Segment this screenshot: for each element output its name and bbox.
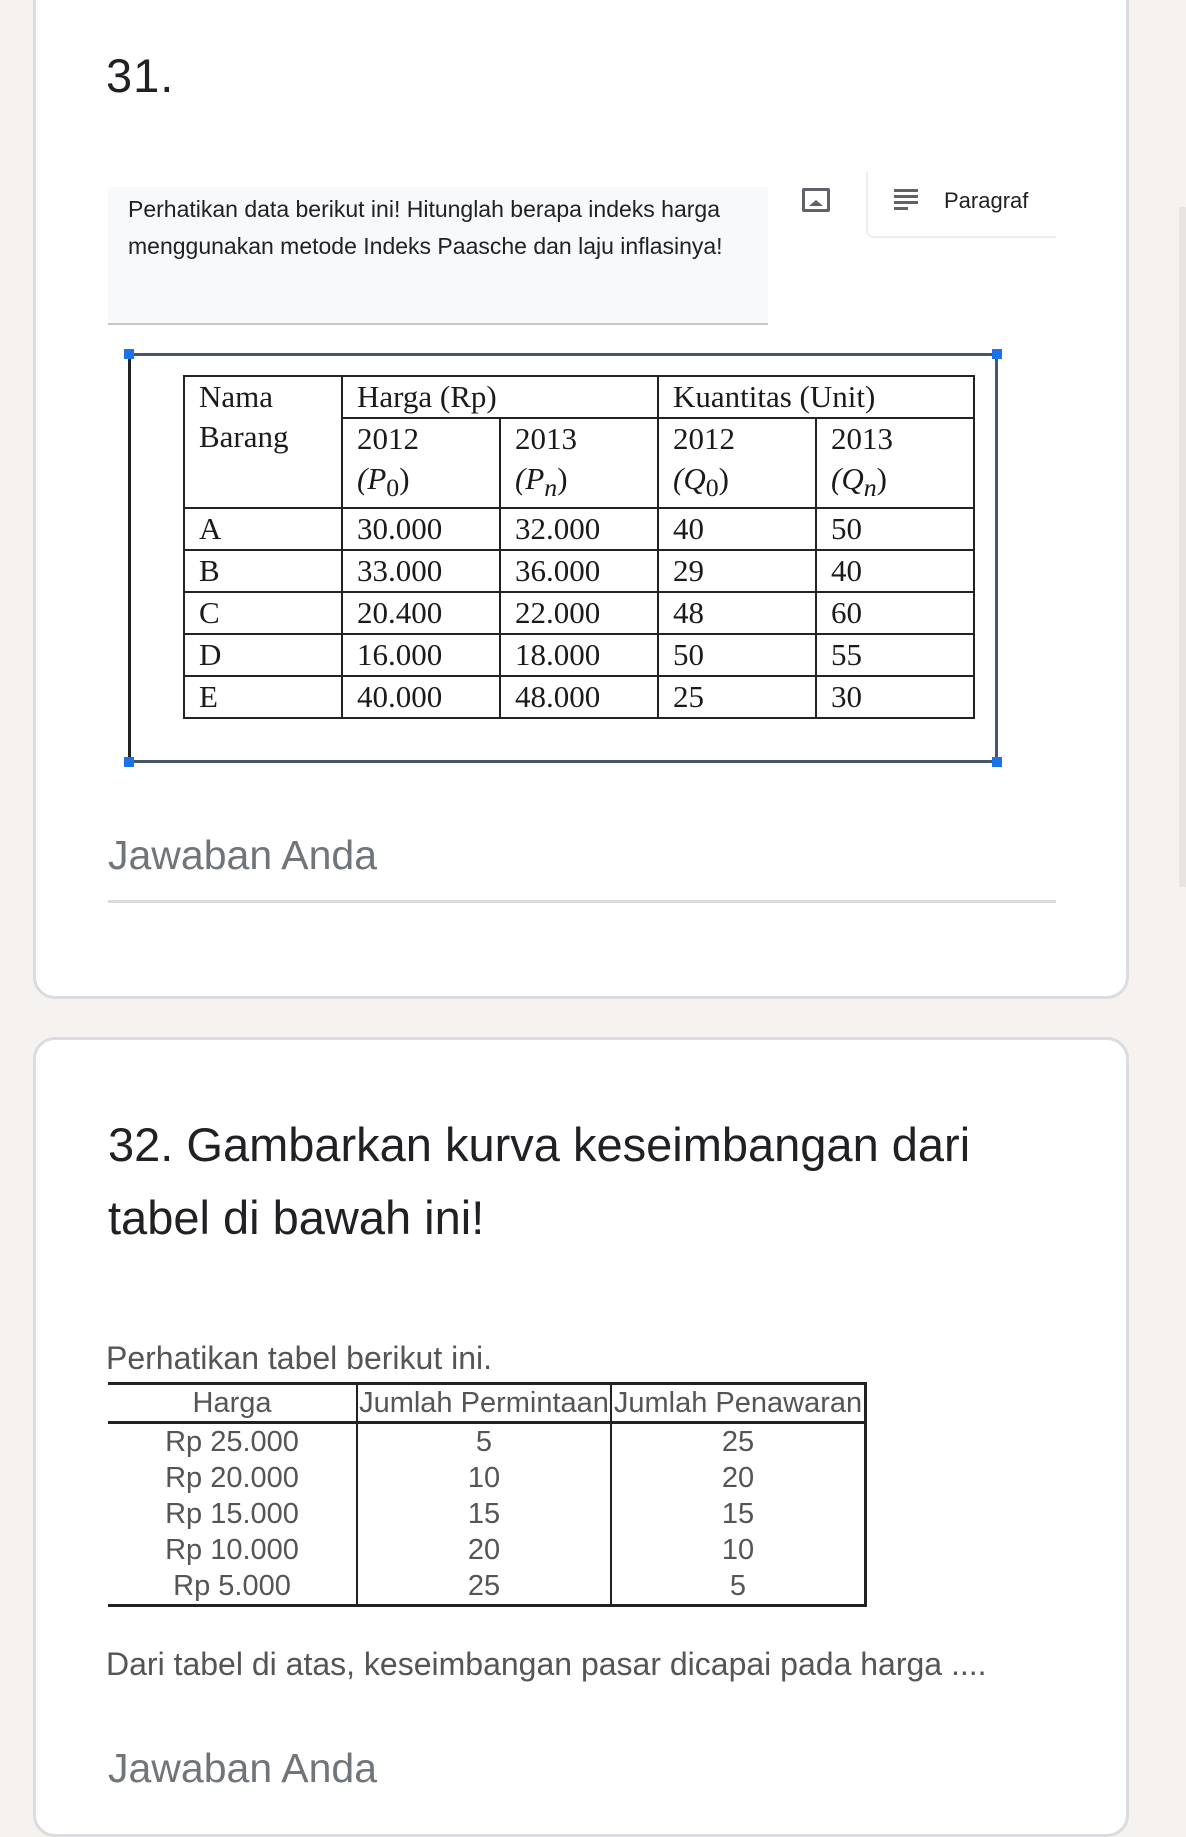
paragraph-icon xyxy=(894,189,918,211)
table-row: E 40.000 48.000 25 30 xyxy=(184,676,974,718)
table-row: B 33.000 36.000 29 40 xyxy=(184,550,974,592)
table-row: Rp 5.000 25 5 xyxy=(108,1568,866,1606)
answer-input-32[interactable]: Jawaban Anda xyxy=(108,1745,378,1791)
answer-input-31[interactable]: Jawaban Anda xyxy=(108,832,378,878)
header-harga: Harga (Rp) xyxy=(342,376,658,418)
header-penawaran: Jumlah Penawaran xyxy=(611,1384,866,1423)
scrollbar[interactable] xyxy=(1179,207,1186,887)
image-icon[interactable] xyxy=(802,188,830,212)
supply-demand-table xyxy=(108,1382,867,1607)
resize-handle-bottom-left[interactable] xyxy=(124,757,134,767)
resize-handle-bottom-right[interactable] xyxy=(992,757,1002,767)
paragraph-label: Paragraf xyxy=(944,188,1029,213)
header-kuantitas: Kuantitas (Unit) xyxy=(658,376,974,418)
table-row: Rp 15.000 15 15 xyxy=(108,1496,866,1532)
table-row: Rp 20.000 10 20 xyxy=(108,1460,866,1496)
header-nama-barang: Nama Barang xyxy=(184,376,342,508)
header-harga-2012: 2012 $(P_0)$ xyxy=(342,418,500,508)
table-footer-text: Dari tabel di atas, keseimbangan pasar dicapai pada harga .... xyxy=(106,1646,987,1682)
table-intro-text: Perhatikan tabel berikut ini. xyxy=(106,1340,492,1376)
question-title-32: 32. Gambarkan kurva keseimbangan dari tabel di bawah ini! xyxy=(108,1118,971,1244)
table-row: C 20.400 22.000 48 60 xyxy=(184,592,974,634)
table-row: Rp 10.000 20 10 xyxy=(108,1532,866,1568)
table-row: Rp 25.000 5 25 xyxy=(108,1423,866,1461)
header-kuantitas-2012: 2012 $(Q_0)$ xyxy=(658,418,816,508)
table-row: A 30.000 32.000 40 50 xyxy=(184,508,974,550)
resize-handle-top-left[interactable] xyxy=(124,349,134,359)
header-kuantitas-2013: 2013 $(Q_n)$ xyxy=(816,418,974,508)
header-permintaan: Jumlah Permintaan xyxy=(357,1384,611,1423)
table-row: D 16.000 18.000 50 55 xyxy=(184,634,974,676)
paragraph-style-dropdown[interactable] xyxy=(866,172,1056,238)
header-harga-2013: 2013 $(P_n)$ xyxy=(500,418,658,508)
question-number: 31. xyxy=(106,49,175,102)
resize-handle-top-right[interactable] xyxy=(992,349,1002,359)
question-description-field[interactable]: Perhatikan data berikut ini! Hitunglah berapa indeks harga menggunakan metode Indeks Paasche dan laju inflasinya! xyxy=(108,187,768,325)
price-quantity-table xyxy=(183,375,975,719)
answer-underline xyxy=(108,900,1056,903)
header-harga: Harga xyxy=(108,1384,357,1423)
